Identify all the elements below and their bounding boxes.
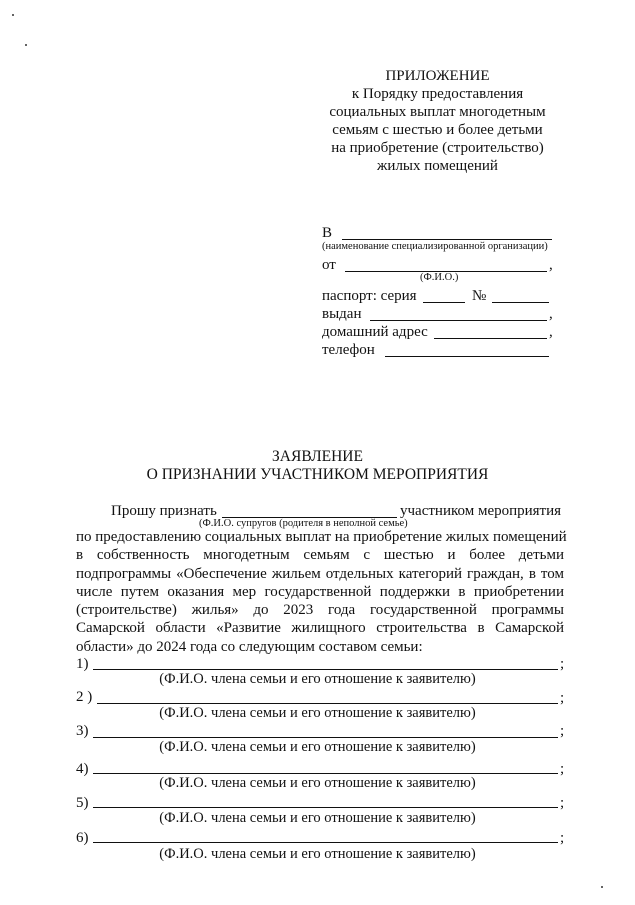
member-semicolon: ; xyxy=(560,690,565,706)
request-suffix: участником мероприятия xyxy=(400,503,562,519)
member-number: 2 ) xyxy=(76,689,93,705)
issued-label: выдан xyxy=(322,306,362,322)
issued-field[interactable] xyxy=(370,320,547,321)
appendix-line: жилых помещений xyxy=(377,158,498,174)
member-number: 1) xyxy=(76,656,89,672)
from-label: от xyxy=(322,257,336,273)
home-address-field[interactable] xyxy=(434,338,547,339)
member-field[interactable] xyxy=(93,773,558,774)
spouses-name-caption: (Ф.И.О. супругов (родителя в неполной семье) xyxy=(199,518,408,529)
body-line: подпрограммы «Обеспечение жильем отдельных категорий граждан, в том xyxy=(76,565,564,582)
home-address-comma: , xyxy=(549,324,553,340)
from-comma: , xyxy=(549,257,553,273)
body-line: по предоставлению социальных выплат на приобретение жилых помещений xyxy=(76,529,567,545)
body-line: (строительстве) жилья» до 2023 года государственной программы xyxy=(76,602,564,619)
issued-comma: , xyxy=(549,306,553,322)
member-field[interactable] xyxy=(93,669,558,670)
phone-field[interactable] xyxy=(385,356,549,357)
appendix-line: социальных выплат многодетным xyxy=(329,104,546,120)
appendix-line: семьям с шестью и более детьми xyxy=(332,122,543,138)
member-semicolon: ; xyxy=(560,830,565,846)
member-field[interactable] xyxy=(93,807,558,808)
member-number: 6) xyxy=(76,830,89,846)
body-line: области» до 2024 года со следующим составом семьи: xyxy=(76,638,423,655)
member-semicolon: ; xyxy=(560,795,565,811)
member-caption: (Ф.И.О. члена семьи и его отношение к заявителю) xyxy=(159,775,476,791)
member-semicolon: ; xyxy=(560,656,565,672)
passport-number-field[interactable] xyxy=(492,302,549,303)
member-field[interactable] xyxy=(93,842,558,843)
member-number: 5) xyxy=(76,795,89,811)
statement-title: ЗАЯВЛЕНИЕ xyxy=(272,448,363,465)
phone-label: телефон xyxy=(322,342,375,358)
passport-series-field[interactable] xyxy=(423,302,465,303)
member-number: 4) xyxy=(76,761,89,777)
member-field[interactable] xyxy=(93,737,558,738)
body-line: Самарской области «Развитие жилищного строительства в Самарской xyxy=(76,620,564,637)
member-caption: (Ф.И.О. члена семьи и его отношение к заявителю) xyxy=(159,846,476,862)
organization-caption: (наименование специализированной организации) xyxy=(322,241,548,252)
passport-series-label: паспорт: серия xyxy=(322,288,417,304)
passport-number-label: № xyxy=(472,288,487,304)
home-address-label: домашний адрес xyxy=(322,324,428,340)
appendix-header xyxy=(300,67,575,175)
member-caption: (Ф.И.О. члена семьи и его отношение к заявителю) xyxy=(159,671,476,687)
statement-subtitle: О ПРИЗНАНИИ УЧАСТНИКОМ МЕРОПРИЯТИЯ xyxy=(146,466,489,483)
organization-field[interactable] xyxy=(342,239,552,240)
member-number: 3) xyxy=(76,723,89,739)
request-prefix: Прошу признать xyxy=(111,503,217,519)
scan-speck xyxy=(601,886,603,888)
to-label: В xyxy=(322,225,333,241)
applicant-name-caption: (Ф.И.О.) xyxy=(420,272,459,283)
member-semicolon: ; xyxy=(560,761,565,777)
scan-speck xyxy=(25,44,27,46)
statement-body xyxy=(76,528,567,656)
appendix-line: на приобретение (строительство) xyxy=(331,140,544,156)
appendix-line: ПРИЛОЖЕНИЕ xyxy=(385,68,490,84)
member-caption: (Ф.И.О. члена семьи и его отношение к заявителю) xyxy=(159,739,476,755)
member-semicolon: ; xyxy=(560,723,565,739)
member-caption: (Ф.И.О. члена семьи и его отношение к заявителю) xyxy=(159,810,476,826)
body-line: в собственность многодетным семьям с шестью и более детьми xyxy=(76,547,564,564)
member-caption: (Ф.И.О. члена семьи и его отношение к заявителю) xyxy=(159,705,476,721)
appendix-line: к Порядку предоставления xyxy=(351,86,524,102)
body-line: числе путем оказания мер государственной поддержки в приобретении xyxy=(76,583,564,600)
member-field[interactable] xyxy=(97,703,558,704)
scan-speck xyxy=(12,14,14,16)
